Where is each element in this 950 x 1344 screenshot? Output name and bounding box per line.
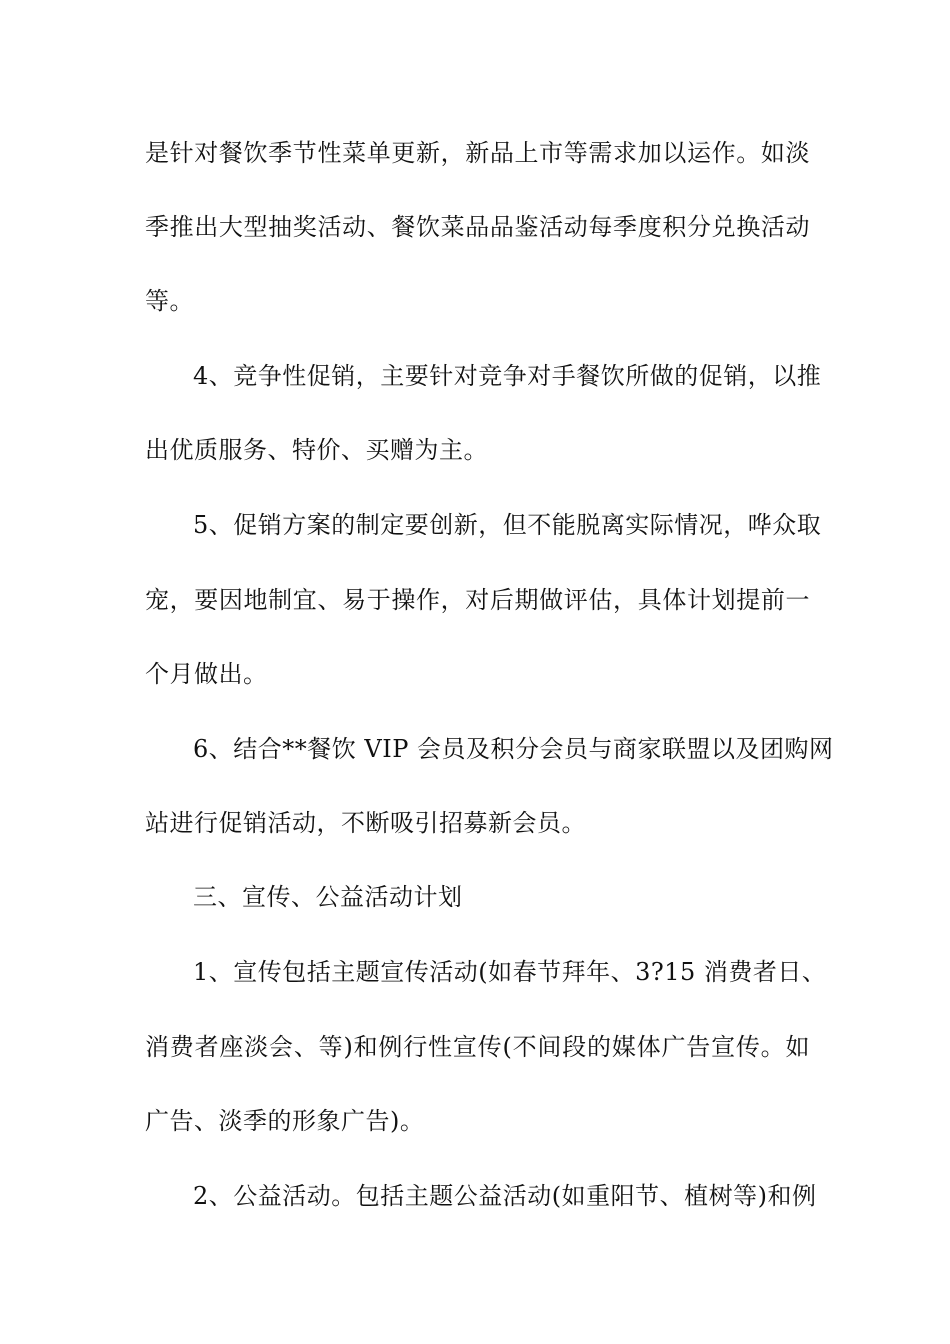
text-line: 消费者座淡会、等)和例行性宣传(不间段的媒体广告宣传。如	[145, 1033, 810, 1061]
text-line: 5、促销方案的制定要创新，但不能脱离实际情况，哗众取	[193, 511, 822, 539]
text-line: 4、竞争性促销，主要针对竞争对手餐饮所做的促销，以推	[193, 362, 822, 390]
text-line: 是针对餐饮季节性菜单更新，新品上市等需求加以运作。如淡	[145, 139, 810, 167]
section-heading: 三、宣传、公益活动计划	[193, 883, 463, 911]
text-line: 2、公益活动。包括主题公益活动(如重阳节、植树等)和例	[193, 1182, 817, 1210]
text-line: 个月做出。	[145, 660, 268, 688]
text-line: 6、结合**餐饮 VIP 会员及积分会员与商家联盟以及团购网	[193, 735, 834, 763]
text-line: 宠，要因地制宜、易于操作，对后期做评估，具体计划提前一	[145, 586, 810, 614]
text-line: 季推出大型抽奖活动、餐饮菜品品鉴活动每季度积分兑换活动	[145, 213, 810, 241]
text-line: 站进行促销活动，不断吸引招募新会员。	[145, 809, 586, 837]
text-line: 出优质服务、特价、买赠为主。	[145, 436, 488, 464]
text-line: 广告、淡季的形象广告)。	[145, 1107, 425, 1135]
text-line: 等。	[145, 287, 194, 315]
text-line: 1、宣传包括主题宣传活动(如春节拜年、3?15 消费者日、	[193, 958, 827, 986]
